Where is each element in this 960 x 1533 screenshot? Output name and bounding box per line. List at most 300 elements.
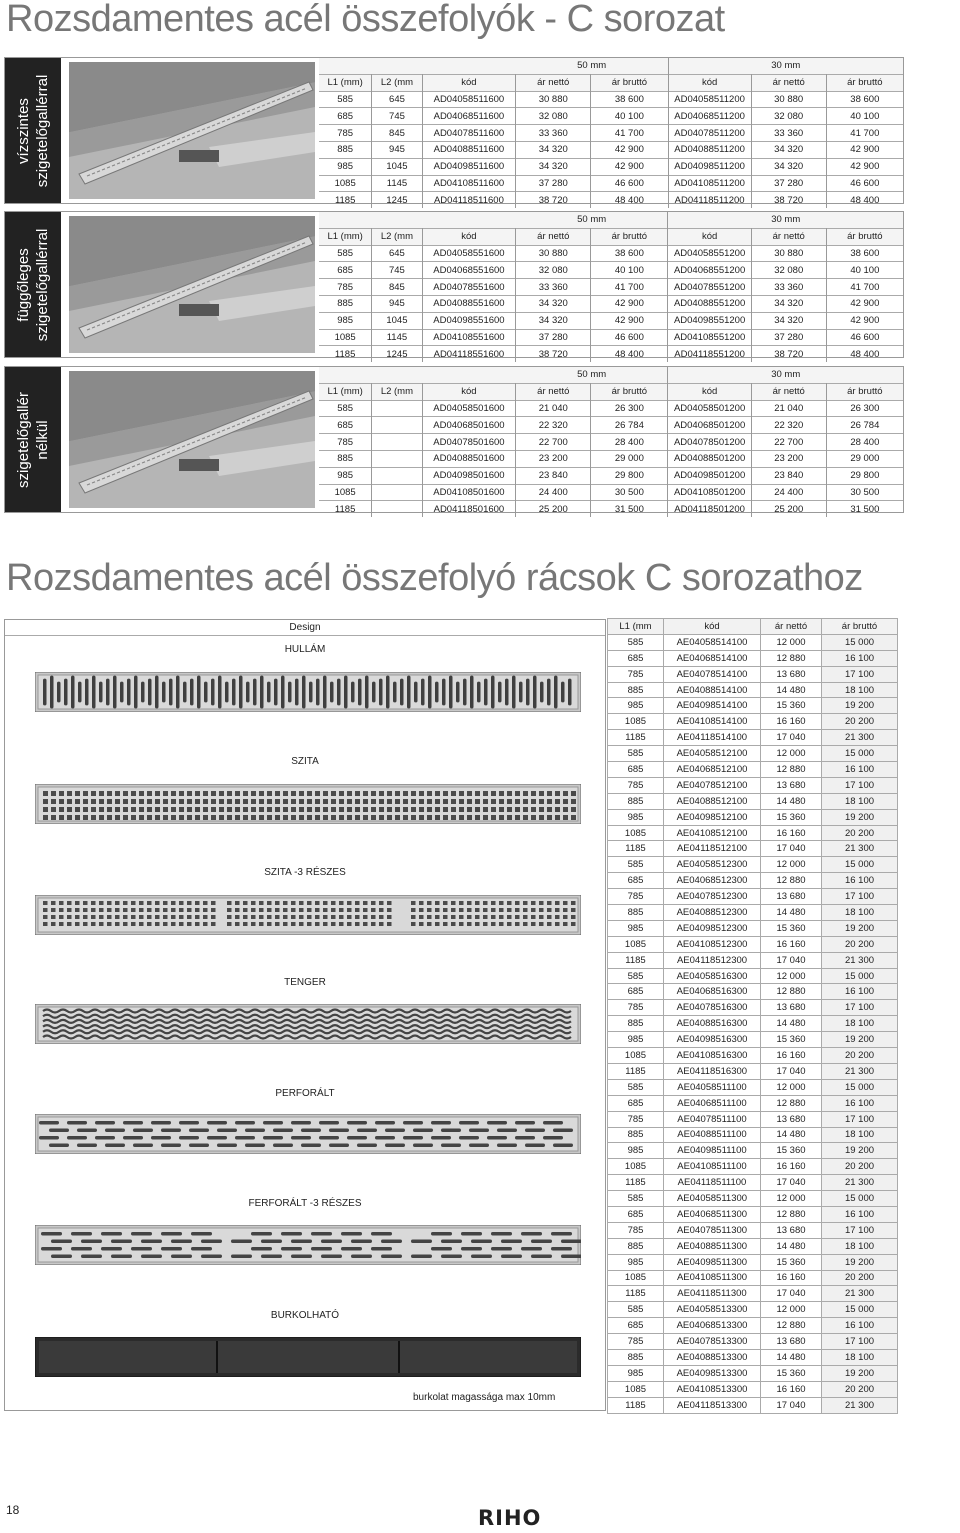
table-row xyxy=(608,1032,898,1048)
table-cell: 585 xyxy=(608,968,664,984)
table-cell: 15 000 xyxy=(822,746,898,762)
table-cell: AE04118511100 xyxy=(664,1175,761,1191)
table-cell: 46 600 xyxy=(591,175,668,192)
table-row xyxy=(608,1191,898,1207)
table-cell: 28 400 xyxy=(826,434,903,451)
table-cell: AD04088551200 xyxy=(668,295,751,312)
table-cell: 13 680 xyxy=(761,1000,822,1016)
column-header: ár nettó xyxy=(751,383,826,400)
table-cell: 38 600 xyxy=(826,91,903,108)
table-cell: 785 xyxy=(608,666,664,682)
column-header: ár nettó xyxy=(761,619,822,635)
table-cell: 19 200 xyxy=(822,1143,898,1159)
table-cell: AE04058512300 xyxy=(664,857,761,873)
table-cell: AD04068511200 xyxy=(668,108,751,125)
table-cell: 20 200 xyxy=(822,714,898,730)
table-cell: 18 100 xyxy=(822,1238,898,1254)
table-cell: 28 400 xyxy=(591,434,668,451)
table-cell: 685 xyxy=(608,1095,664,1111)
table-cell: 38 720 xyxy=(516,346,591,362)
table-row xyxy=(608,1349,898,1365)
table-cell: AE04078511300 xyxy=(664,1222,761,1238)
table-cell: 41 700 xyxy=(591,279,668,296)
table-cell: 30 880 xyxy=(751,91,826,108)
table-cell: AE04108516300 xyxy=(664,1048,761,1064)
table-cell: 12 000 xyxy=(761,746,822,762)
table-cell: 14 480 xyxy=(761,1238,822,1254)
table-cell: 585 xyxy=(608,634,664,650)
table-cell: 17 100 xyxy=(822,1111,898,1127)
table-row xyxy=(608,1270,898,1286)
table-cell: AD04108501600 xyxy=(422,484,516,501)
table-cell: 21 300 xyxy=(822,730,898,746)
table-cell: AD04078511200 xyxy=(668,125,751,142)
table-row xyxy=(608,936,898,952)
table-cell: 16 100 xyxy=(822,873,898,889)
table-cell: 585 xyxy=(319,245,372,262)
table-cell: 38 720 xyxy=(516,192,591,208)
table-cell: 885 xyxy=(608,793,664,809)
table-cell: 785 xyxy=(608,1111,664,1127)
table-cell: 985 xyxy=(608,1254,664,1270)
table-cell: 17 040 xyxy=(761,1063,822,1079)
column-header: ár bruttó xyxy=(591,228,668,245)
table-cell: 38 720 xyxy=(751,346,826,362)
table-cell: AD04088501600 xyxy=(422,450,516,467)
table-cell: 785 xyxy=(608,889,664,905)
table-cell: AD04108511600 xyxy=(422,175,516,192)
table-cell: AE04058511100 xyxy=(664,1079,761,1095)
table-cell: 42 900 xyxy=(591,141,668,158)
table-cell: 1085 xyxy=(608,1270,664,1286)
table-cell: 37 280 xyxy=(516,175,591,192)
table-cell xyxy=(372,501,422,517)
table-cell: 1185 xyxy=(319,501,372,517)
table-cell: 985 xyxy=(608,809,664,825)
table-cell xyxy=(372,450,422,467)
group-header-30mm: 30 mm xyxy=(668,58,903,74)
table-cell: 12 880 xyxy=(761,1206,822,1222)
grate-tenger-image xyxy=(35,1004,581,1044)
column-header: L1 (mm) xyxy=(319,383,372,400)
table-cell: 30 880 xyxy=(516,91,591,108)
table-cell: 585 xyxy=(608,1191,664,1207)
table-cell: 16 160 xyxy=(761,1159,822,1175)
table-cell: 22 320 xyxy=(516,417,591,434)
product-photo xyxy=(69,62,315,199)
table-cell: 585 xyxy=(608,857,664,873)
table-row xyxy=(608,952,898,968)
design-header: Design xyxy=(289,622,321,633)
table-row xyxy=(608,905,898,921)
table-cell: AE04118512100 xyxy=(664,841,761,857)
price-table xyxy=(319,367,903,517)
table-row xyxy=(319,192,903,208)
table-row xyxy=(608,1365,898,1381)
table-cell: AE04058513300 xyxy=(664,1302,761,1318)
drain-photo-illustration xyxy=(69,216,315,353)
table-cell: 17 040 xyxy=(761,1175,822,1191)
table-cell: AD04088511600 xyxy=(422,141,516,158)
table-cell: 17 040 xyxy=(761,841,822,857)
table-row xyxy=(608,777,898,793)
table-cell: 15 000 xyxy=(822,968,898,984)
table-cell: 645 xyxy=(372,245,422,262)
grate-illustration xyxy=(35,672,581,712)
table-row xyxy=(608,1079,898,1095)
table-cell: 18 100 xyxy=(822,682,898,698)
table-row xyxy=(608,920,898,936)
table-row xyxy=(608,650,898,666)
column-header: kód xyxy=(422,228,516,245)
table-cell: 685 xyxy=(608,873,664,889)
column-header: ár nettó xyxy=(751,74,826,91)
table-row xyxy=(608,682,898,698)
table-cell: 1185 xyxy=(608,1397,664,1413)
table-cell: 37 280 xyxy=(516,329,591,346)
grate-price-table xyxy=(607,618,898,1414)
table-cell: 18 100 xyxy=(822,1016,898,1032)
table-row xyxy=(608,1048,898,1064)
table-row xyxy=(319,158,903,175)
table-cell: AE04088514100 xyxy=(664,682,761,698)
table-cell: AD04078551600 xyxy=(422,279,516,296)
table-cell: AE04088512300 xyxy=(664,905,761,921)
table-row xyxy=(319,312,903,329)
table-cell: 685 xyxy=(608,650,664,666)
table-cell: 42 900 xyxy=(826,141,903,158)
table-cell: AE04098514100 xyxy=(664,698,761,714)
table-cell: 20 200 xyxy=(822,1270,898,1286)
table-row xyxy=(608,1000,898,1016)
table-cell: 34 320 xyxy=(516,158,591,175)
table-cell: 21 300 xyxy=(822,1175,898,1191)
group-header-row xyxy=(319,367,903,383)
table-cell: 40 100 xyxy=(826,262,903,279)
table-cell: 38 600 xyxy=(591,91,668,108)
table-row xyxy=(608,1222,898,1238)
table-cell: AE04058512100 xyxy=(664,746,761,762)
page-title: Rozsdamentes acél összefolyók - C sorozat xyxy=(6,0,725,40)
table-cell: 785 xyxy=(608,1334,664,1350)
table-cell: AE04068513300 xyxy=(664,1318,761,1334)
table-cell: 19 200 xyxy=(822,1254,898,1270)
table-cell: 19 200 xyxy=(822,1365,898,1381)
table-cell: 12 000 xyxy=(761,634,822,650)
table-cell: 12 000 xyxy=(761,1191,822,1207)
group-header-30mm: 30 mm xyxy=(668,212,903,228)
table-cell: 845 xyxy=(372,279,422,296)
design-name: SZITA -3 RÉSZES xyxy=(264,867,346,878)
table-cell: 42 900 xyxy=(826,158,903,175)
table-cell: 22 320 xyxy=(751,417,826,434)
table-cell: 985 xyxy=(608,1032,664,1048)
table-cell: 985 xyxy=(319,158,372,175)
table-cell: 19 200 xyxy=(822,809,898,825)
table-cell: 15 360 xyxy=(761,1143,822,1159)
table-cell: 17 100 xyxy=(822,1222,898,1238)
table-cell: 745 xyxy=(372,108,422,125)
table-cell: 1185 xyxy=(608,1286,664,1302)
column-header: kód xyxy=(422,74,516,91)
table-row xyxy=(319,245,903,262)
table-cell: AE04098516300 xyxy=(664,1032,761,1048)
table-cell: 785 xyxy=(608,777,664,793)
table-cell: 40 100 xyxy=(591,108,668,125)
table-row xyxy=(319,484,903,501)
table-cell: 685 xyxy=(608,1206,664,1222)
table-cell: 18 100 xyxy=(822,905,898,921)
section-horizontal-collar xyxy=(4,57,904,204)
column-header: L1 (mm) xyxy=(319,228,372,245)
table-cell: 14 480 xyxy=(761,1349,822,1365)
table-row xyxy=(319,108,903,125)
table-cell: 15 000 xyxy=(822,1191,898,1207)
table-cell: 24 400 xyxy=(751,484,826,501)
table-cell: 16 160 xyxy=(761,1048,822,1064)
table-cell: 21 300 xyxy=(822,952,898,968)
table-cell: AD04058511200 xyxy=(668,91,751,108)
design-name: BURKOLHATÓ xyxy=(270,1310,340,1321)
table-cell: 15 360 xyxy=(761,1365,822,1381)
table-cell: AE04118511300 xyxy=(664,1286,761,1302)
column-header-row xyxy=(319,383,903,400)
table-row xyxy=(608,809,898,825)
table-cell: 13 680 xyxy=(761,666,822,682)
table-cell: 785 xyxy=(319,434,372,451)
table-cell: 16 160 xyxy=(761,1270,822,1286)
section-label-text: függőleges szigetelőgallérral xyxy=(15,228,51,341)
table-cell: 16 100 xyxy=(822,1206,898,1222)
table-cell: 42 900 xyxy=(826,295,903,312)
table-row xyxy=(319,91,903,108)
table-cell: AD04118511600 xyxy=(422,192,516,208)
table-cell: AD04108551600 xyxy=(422,329,516,346)
grate-designs xyxy=(4,619,606,1411)
grate-perforalt3-image xyxy=(35,1225,581,1265)
table-cell: 29 800 xyxy=(591,467,668,484)
table-cell: 885 xyxy=(608,905,664,921)
column-header: ár nettó xyxy=(516,383,591,400)
empty-cell xyxy=(319,58,516,74)
table-cell: 21 040 xyxy=(516,400,591,417)
table-cell: 585 xyxy=(608,1079,664,1095)
table-cell: 33 360 xyxy=(751,125,826,142)
table-cell: AD04068501600 xyxy=(422,417,516,434)
table-cell: AE04068514100 xyxy=(664,650,761,666)
table-cell: 1085 xyxy=(319,175,372,192)
table-cell: AD04108501200 xyxy=(668,484,751,501)
table-row xyxy=(319,450,903,467)
table-cell: 14 480 xyxy=(761,1016,822,1032)
table-row xyxy=(608,1175,898,1191)
grate-szita-image xyxy=(35,784,581,824)
table-cell: 16 100 xyxy=(822,762,898,778)
table-cell: 22 700 xyxy=(751,434,826,451)
table-cell: AD04098551200 xyxy=(668,312,751,329)
table-cell: 34 320 xyxy=(516,312,591,329)
product-photo xyxy=(69,371,315,508)
table-cell: 14 480 xyxy=(761,905,822,921)
table-cell: 1185 xyxy=(608,952,664,968)
table-row xyxy=(608,762,898,778)
table-cell: AE04068512100 xyxy=(664,762,761,778)
group-header-50mm: 50 mm xyxy=(516,58,668,74)
brand-logo: RIHO xyxy=(478,1506,542,1530)
table-cell: 32 080 xyxy=(516,108,591,125)
group-header-row xyxy=(319,58,903,74)
table-row xyxy=(608,666,898,682)
table-cell: 46 600 xyxy=(826,329,903,346)
table-row xyxy=(608,634,898,650)
table-cell: 15 360 xyxy=(761,809,822,825)
table-cell: 16 100 xyxy=(822,1095,898,1111)
table-cell: 26 300 xyxy=(591,400,668,417)
table-cell: 1085 xyxy=(608,825,664,841)
table-cell: 1085 xyxy=(608,1381,664,1397)
table-cell: 32 080 xyxy=(751,262,826,279)
table-cell: AD04058551200 xyxy=(668,245,751,262)
table-cell: 1085 xyxy=(608,1159,664,1175)
table-cell: 25 200 xyxy=(751,501,826,517)
column-header: L2 (mm xyxy=(372,74,422,91)
design-name: PERFORÁLT xyxy=(275,1088,335,1099)
group-header-row xyxy=(319,212,903,228)
table-cell: 1245 xyxy=(372,346,422,362)
table-cell: 25 200 xyxy=(516,501,591,517)
table-cell: 585 xyxy=(319,400,372,417)
table-cell: AE04108511300 xyxy=(664,1270,761,1286)
table-cell: AD04108551200 xyxy=(668,329,751,346)
table-cell: AD04098501200 xyxy=(668,467,751,484)
table-cell: AD04058501200 xyxy=(668,400,751,417)
table-cell: 685 xyxy=(319,108,372,125)
table-cell: AD04068551200 xyxy=(668,262,751,279)
table-row xyxy=(608,1206,898,1222)
table-row xyxy=(319,125,903,142)
product-photo xyxy=(69,216,315,353)
table-cell: 585 xyxy=(319,91,372,108)
table-cell: 1045 xyxy=(372,312,422,329)
table-row xyxy=(319,175,903,192)
table-cell: AE04078512300 xyxy=(664,889,761,905)
tile-height-note: burkolat magassága max 10mm xyxy=(413,1392,556,1403)
table-cell: 23 200 xyxy=(751,450,826,467)
table-cell: 945 xyxy=(372,141,422,158)
column-header-row xyxy=(608,619,898,635)
table-cell: 16 160 xyxy=(761,714,822,730)
table-cell: 1085 xyxy=(319,484,372,501)
table-cell: 1185 xyxy=(608,841,664,857)
group-header-50mm: 50 mm xyxy=(516,212,668,228)
table-cell: 15 360 xyxy=(761,1032,822,1048)
section-no-collar xyxy=(4,366,904,513)
table-row xyxy=(608,1143,898,1159)
table-cell: AE04098512100 xyxy=(664,809,761,825)
table-cell: 42 900 xyxy=(591,295,668,312)
table-cell: 18 100 xyxy=(822,793,898,809)
table-cell: 17 100 xyxy=(822,666,898,682)
table-cell: 33 360 xyxy=(516,279,591,296)
table-cell: 1185 xyxy=(608,730,664,746)
table-cell: 885 xyxy=(608,1127,664,1143)
table-row xyxy=(608,1254,898,1270)
table-cell: 48 400 xyxy=(591,346,668,362)
table-cell: 29 000 xyxy=(591,450,668,467)
table-cell: 30 880 xyxy=(516,245,591,262)
column-header: kód xyxy=(664,619,761,635)
table-cell: 985 xyxy=(608,1365,664,1381)
table-cell: 15 000 xyxy=(822,1079,898,1095)
table-cell: 985 xyxy=(608,1143,664,1159)
table-cell: 26 784 xyxy=(591,417,668,434)
table-cell: AD04078501600 xyxy=(422,434,516,451)
column-header: ár nettó xyxy=(516,228,591,245)
table-cell: 31 500 xyxy=(591,501,668,517)
table-row xyxy=(608,841,898,857)
table-cell: 13 680 xyxy=(761,889,822,905)
table-row xyxy=(608,698,898,714)
table-row xyxy=(319,262,903,279)
section-label xyxy=(5,58,61,203)
table-cell: 41 700 xyxy=(591,125,668,142)
column-header: L2 (mm xyxy=(372,383,422,400)
table-cell: 885 xyxy=(319,141,372,158)
table-cell: 30 500 xyxy=(826,484,903,501)
table-cell: 37 280 xyxy=(751,329,826,346)
table-cell: 17 100 xyxy=(822,777,898,793)
table-cell: AE04108514100 xyxy=(664,714,761,730)
table-cell: AD04068511600 xyxy=(422,108,516,125)
table-cell: 685 xyxy=(608,762,664,778)
table-cell: 985 xyxy=(608,920,664,936)
table-row xyxy=(608,825,898,841)
table-cell: 12 880 xyxy=(761,984,822,1000)
table-cell: 13 680 xyxy=(761,1222,822,1238)
table-cell: 1185 xyxy=(319,346,372,362)
table-row xyxy=(608,1302,898,1318)
table-cell: AE04058514100 xyxy=(664,634,761,650)
column-header: kód xyxy=(668,74,751,91)
column-header: kód xyxy=(668,228,751,245)
table-cell: 15 000 xyxy=(822,634,898,650)
table-cell: AD04118551600 xyxy=(422,346,516,362)
table-cell: 33 360 xyxy=(516,125,591,142)
section-label xyxy=(5,367,61,512)
table-cell: 34 320 xyxy=(751,158,826,175)
table-cell: 29 000 xyxy=(826,450,903,467)
table-cell: AE04108513300 xyxy=(664,1381,761,1397)
table-cell: 885 xyxy=(608,1016,664,1032)
table-cell: 29 800 xyxy=(826,467,903,484)
table-cell: 16 100 xyxy=(822,650,898,666)
table-cell: 17 040 xyxy=(761,730,822,746)
table-cell: 23 840 xyxy=(516,467,591,484)
table-cell: 12 880 xyxy=(761,762,822,778)
table-cell: 24 400 xyxy=(516,484,591,501)
table-cell xyxy=(372,467,422,484)
grate-illustration xyxy=(35,1337,581,1377)
table-cell: 985 xyxy=(319,312,372,329)
table-cell: 48 400 xyxy=(826,346,903,362)
table-cell: 34 320 xyxy=(516,141,591,158)
table-cell: AD04078551200 xyxy=(668,279,751,296)
table-row xyxy=(608,984,898,1000)
table-cell: AE04108512300 xyxy=(664,936,761,952)
column-header: kód xyxy=(668,383,751,400)
table-cell: AE04058511300 xyxy=(664,1191,761,1207)
table-cell: 1245 xyxy=(372,192,422,208)
